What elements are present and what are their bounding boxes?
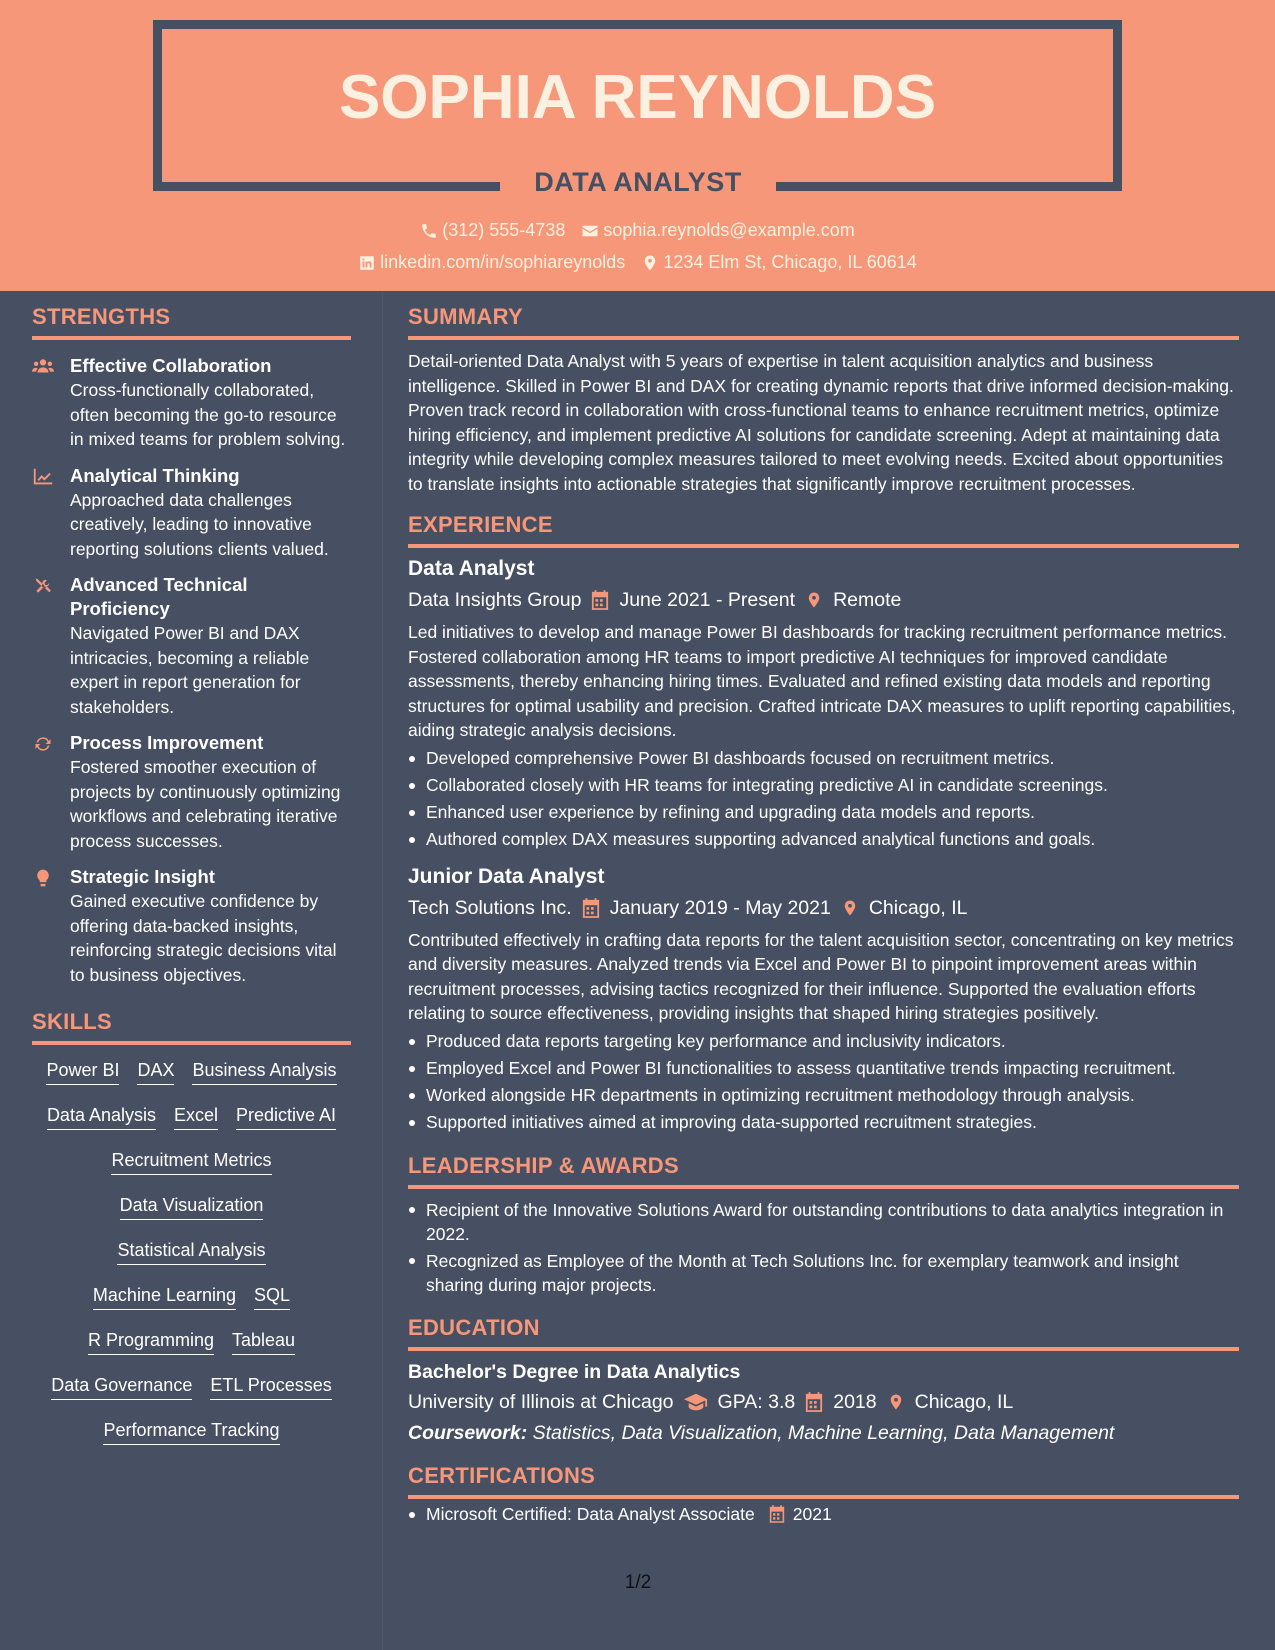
column-divider xyxy=(382,291,383,1650)
strength-title: Strategic Insight xyxy=(70,866,215,887)
skills-list xyxy=(32,1057,351,1462)
job-bullets xyxy=(408,745,1239,853)
skill-row xyxy=(32,1102,351,1147)
skill-tag: R Programming xyxy=(88,1327,214,1355)
skill-tag: Excel xyxy=(174,1102,218,1130)
job-entry xyxy=(408,863,1239,1136)
right-column xyxy=(408,304,1239,1528)
resume-header xyxy=(0,0,1275,291)
skill-tag: Predictive AI xyxy=(236,1102,336,1130)
skill-tag: Statistical Analysis xyxy=(117,1237,265,1265)
email-text: sophia.reynolds@example.com xyxy=(603,220,855,240)
list-item: Supported initiatives aimed at improving data-supported recruitment strategies. xyxy=(408,1109,1239,1136)
job-title: Data Analyst xyxy=(408,557,535,580)
education-gpa: GPA: 3.8 xyxy=(717,1390,796,1413)
summary-heading: SUMMARY xyxy=(408,304,1239,340)
job-location: Remote xyxy=(833,589,902,611)
left-column xyxy=(32,304,351,1462)
strength-desc: Gained executive confidence by offering data-backed insights, reinforcing strategic decisions vital to business objectives. xyxy=(70,891,337,985)
page-number: 1/2 xyxy=(624,1572,652,1593)
job-description: Led initiatives to develop and manage Power BI dashboards for tracking recruitment performance metrics. Fostered collaboration among HR teams to import predictive AI techniques for improved candidate assessments, thereby enhancing hiring times. Evaluated and refined existing data models and reporting structures for optimal usability and precision. Crafted intricate DAX measures to uplift reporting capabilities, aiding strategic analysis decisions. xyxy=(408,622,1236,740)
users-icon xyxy=(32,357,54,377)
skill-tag: ETL Processes xyxy=(210,1372,331,1400)
location-pin-icon xyxy=(641,254,659,272)
strength-title: Analytical Thinking xyxy=(70,464,240,486)
envelope-icon xyxy=(581,222,599,240)
summary-text: Detail-oriented Data Analyst with 5 years of expertise in talent acquisition analytics and business intelligence. Skilled in Power BI and DAX for creating dynamic reports that drive informed decision-making. Proven track record in collaboration with cross-functional teams to enhance recruitment metrics, optimize hiring efficiency, and implement predictive AI solutions for candidate screening. Adept at maintaining data integrity while developing complex measures tailored to meet evolving needs. Excited about opportunities to translate insights into actionable strategies that significantly improve recruitment processes. xyxy=(408,351,1234,494)
skill-tag: Machine Learning xyxy=(93,1282,236,1310)
address-text: 1234 Elm St, Chicago, IL 60614 xyxy=(663,252,917,272)
strength-item xyxy=(32,573,351,719)
list-item: Developed comprehensive Power BI dashboards focused on recruitment metrics. xyxy=(408,745,1239,772)
phone-text: (312) 555-4738 xyxy=(442,220,566,240)
list-item xyxy=(408,1501,1239,1528)
certifications-heading: CERTIFICATIONS xyxy=(408,1463,1239,1499)
skill-row xyxy=(32,1057,351,1102)
strength-item xyxy=(32,464,351,562)
list-item: Authored complex DAX measures supporting advanced analytical functions and goals. xyxy=(408,826,1239,853)
calendar-icon xyxy=(582,898,600,918)
certification-year: 2021 xyxy=(792,1503,832,1524)
strength-title: Advanced Technical Proficiency xyxy=(70,574,248,619)
education-meta xyxy=(408,1389,1239,1415)
education-school: University of Illinois at Chicago xyxy=(408,1390,674,1413)
location-pin-icon xyxy=(841,898,859,918)
name-frame-bottom-right xyxy=(776,182,1122,191)
coursework-label: Coursework: xyxy=(408,1421,528,1444)
skill-row xyxy=(32,1237,351,1282)
strength-item xyxy=(32,865,351,987)
skill-tag: Data Analysis xyxy=(47,1102,156,1130)
list-item: Recipient of the Innovative Solutions Award for outstanding contributions to data analytics integration in 2022. xyxy=(408,1198,1239,1247)
location-pin-icon xyxy=(805,590,823,610)
skill-row xyxy=(32,1147,351,1192)
experience-heading: EXPERIENCE xyxy=(408,512,1239,548)
strengths-heading: STRENGTHS xyxy=(32,304,351,340)
strength-item xyxy=(32,731,351,853)
strength-item xyxy=(32,354,351,452)
strength-desc: Fostered smoother execution of projects by continuously optimizing workflows and celebrating iterative process successes. xyxy=(70,757,341,851)
certifications-list xyxy=(408,1501,1239,1528)
education-location: Chicago, IL xyxy=(914,1390,1014,1413)
skill-row xyxy=(32,1192,351,1237)
linkedin-icon xyxy=(358,254,376,272)
skill-tag: Data Governance xyxy=(51,1372,192,1400)
strength-desc: Navigated Power BI and DAX intricacies, becoming a reliable expert in report generation for stakeholders. xyxy=(70,623,310,717)
strengths-list xyxy=(32,354,351,987)
name-frame-bottom-left xyxy=(153,182,500,191)
skill-row xyxy=(32,1417,351,1462)
skill-tag: Tableau xyxy=(232,1327,295,1355)
job-bullets xyxy=(408,1028,1239,1136)
job-description: Contributed effectively in crafting data reports for the talent acquisition sector, concentrating on key metrics and diversity measures. Analyzed trends via Excel and Power BI to pinpoint improvement areas within recruitment processes, advising tactics recognized for their influence. Supported the evaluation efforts relating to source effectiveness, providing insights that shaped hiring strategies positively. xyxy=(408,929,1234,1023)
location-pin-icon xyxy=(887,1392,905,1412)
contact-row-1 xyxy=(0,220,1275,241)
strength-desc: Approached data challenges creatively, leading to innovative reporting solutions clients valued. xyxy=(70,489,329,559)
lightbulb-icon xyxy=(32,868,54,888)
list-item: Employed Excel and Power BI functionalities to assess quantitative trends impacting recruitment. xyxy=(408,1055,1239,1082)
candidate-role: DATA ANALYST xyxy=(534,167,742,197)
job-entry xyxy=(408,555,1239,853)
linkedin-text: linkedin.com/in/sophiareynolds xyxy=(380,252,626,272)
strength-title: Effective Collaboration xyxy=(70,355,272,376)
education-year: 2018 xyxy=(833,1390,877,1413)
job-company: Tech Solutions Inc. xyxy=(408,896,572,919)
awards-heading: LEADERSHIP & AWARDS xyxy=(408,1153,1239,1189)
list-item: Collaborated closely with HR teams for integrating predictive AI in candidate screenings. xyxy=(408,772,1239,799)
job-meta xyxy=(408,895,1239,921)
education-degree: Bachelor's Degree in Data Analytics xyxy=(408,1360,741,1383)
linkedin-contact[interactable] xyxy=(358,252,625,273)
skill-tag: Performance Tracking xyxy=(103,1417,279,1445)
email-contact[interactable] xyxy=(581,220,854,241)
skill-tag: Business Analysis xyxy=(192,1057,336,1085)
list-item: Worked alongside HR departments in optimizing recruitment methodology through analysis. xyxy=(408,1082,1239,1109)
candidate-name: SOPHIA REYNOLDS xyxy=(338,63,937,132)
skill-tag: DAX xyxy=(137,1057,174,1085)
calendar-icon xyxy=(591,590,609,610)
calendar-icon xyxy=(769,1505,785,1523)
calendar-icon xyxy=(805,1392,823,1412)
certification-name: Microsoft Certified: Data Analyst Associate xyxy=(426,1503,755,1524)
list-item: Recognized as Employee of the Month at Tech Solutions Inc. for exemplary teamwork and insight sharing during major projects. xyxy=(408,1249,1239,1298)
job-title: Junior Data Analyst xyxy=(408,864,605,888)
strength-title: Process Improvement xyxy=(70,732,264,753)
skills-heading: SKILLS xyxy=(32,1009,351,1045)
tools-icon xyxy=(32,576,54,596)
list-item: Produced data reports targeting key performance and inclusivity indicators. xyxy=(408,1028,1239,1055)
list-item: Enhanced user experience by refining and upgrading data models and reports. xyxy=(408,799,1239,826)
job-company: Data Insights Group xyxy=(408,589,582,611)
chart-line-icon xyxy=(32,467,54,487)
job-dates: June 2021 - Present xyxy=(619,589,796,611)
skill-row xyxy=(32,1327,351,1372)
skill-tag: SQL xyxy=(254,1282,290,1310)
skill-tag: Recruitment Metrics xyxy=(111,1147,271,1175)
job-dates: January 2019 - May 2021 xyxy=(609,896,831,919)
job-meta xyxy=(408,587,1239,613)
graduation-cap-icon xyxy=(684,1392,708,1412)
skill-tag: Power BI xyxy=(46,1057,119,1085)
sync-icon xyxy=(32,734,54,754)
phone-contact[interactable] xyxy=(420,220,565,241)
job-location: Chicago, IL xyxy=(868,896,968,919)
skill-row xyxy=(32,1282,351,1327)
skill-tag: Data Visualization xyxy=(120,1192,264,1220)
phone-icon xyxy=(420,222,438,240)
education-heading: EDUCATION xyxy=(408,1315,1239,1351)
coursework-text: Statistics, Data Visualization, Machine Learning, Data Management xyxy=(532,1421,1115,1444)
address-contact xyxy=(641,252,917,273)
awards-list xyxy=(408,1198,1239,1298)
contact-row-2 xyxy=(0,252,1275,273)
strength-desc: Cross-functionally collaborated, often becoming the go-to resource in mixed teams for problem solving. xyxy=(70,380,346,449)
education-coursework xyxy=(408,1420,1239,1446)
skill-row xyxy=(32,1372,351,1417)
